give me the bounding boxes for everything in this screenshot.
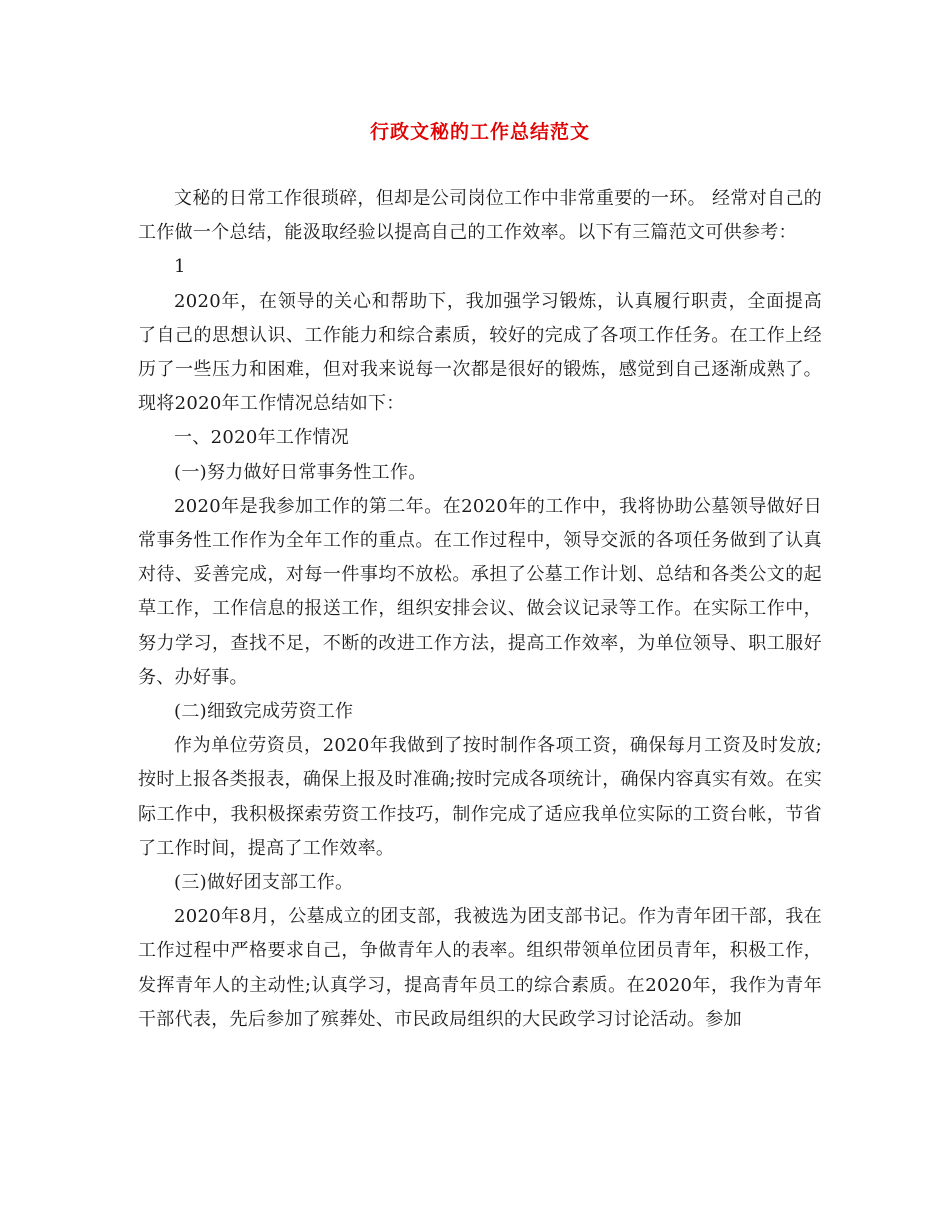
subsection-heading-3: (三)做好团支部工作。 [174,872,354,894]
paragraph-daily-work: 2020年是我参加工作的第二年。在2020年的工作中，我将协助公墓领导做好日常事务性工作作为全年工作的重点。在工作过程中，领导交派的各项任务做到了认真对待、妥善完成，对每一件事均不放松。承担了公墓工作计划、总结和各类公文的起草工作，工作信息的报送工作，组织安排会议、做会议记录等工作。在实际工作中，努力学习，查找不足，不断的改进工作方法，提高工作效率，为单位领导、职工服好务、办好事。 [138,495,822,688]
document-page [138,118,822,1037]
subsection-heading-2: (二)细致完成劳资工作 [174,701,354,723]
section-heading-1: 一、2020年工作情况 [174,427,350,449]
paragraph-overview: 2020年，在领导的关心和帮助下，我加强学习锻炼，认真履行职责，全面提高了自己的思想认识、工作能力和综合素质，较好的完成了各项工作任务。在工作上经历了一些压力和困难，但对我来说每一次都是很好的锻炼，感觉到自己逐渐成熟了。现将2020年工作情况总结如下： [138,290,822,415]
subsection-heading-1: (一)努力做好日常事务性工作。 [174,461,427,483]
paragraph-intro: 文秘的日常工作很琐碎，但却是公司岗位工作中非常重要的一环。 经常对自己的工作做一个总结，能汲取经验以提高自己的工作效率。以下有三篇范文可供参考： [138,188,822,244]
paragraph-youth-league: 2020年8月，公墓成立的团支部，我被选为团支部书记。作为青年团干部，我在工作过程中严格要求自己，争做青年人的表率。组织带领单位团员青年，积极工作，发挥青年人的主动性;认真学习，提高青年员工的综合素质。在2020年，我作为青年干部代表，先后参加了殡葬处、市民政局组织的大民政学习讨论活动。参加 [138,906,822,1030]
paragraph-number: 1 [174,256,186,278]
document-title: 行政文秘的工作总结范文 [369,121,590,143]
paragraph-payroll: 作为单位劳资员，2020年我做到了按时制作各项工资，确保每月工资及时发放;按时上报各类报表，确保上报及时准确;按时完成各项统计，确保内容真实有效。在实际工作中，我积极探索劳资工作技巧，制作完成了适应我单位实际的工资台帐，节省了工作时间，提高了工作效率。 [138,735,822,859]
